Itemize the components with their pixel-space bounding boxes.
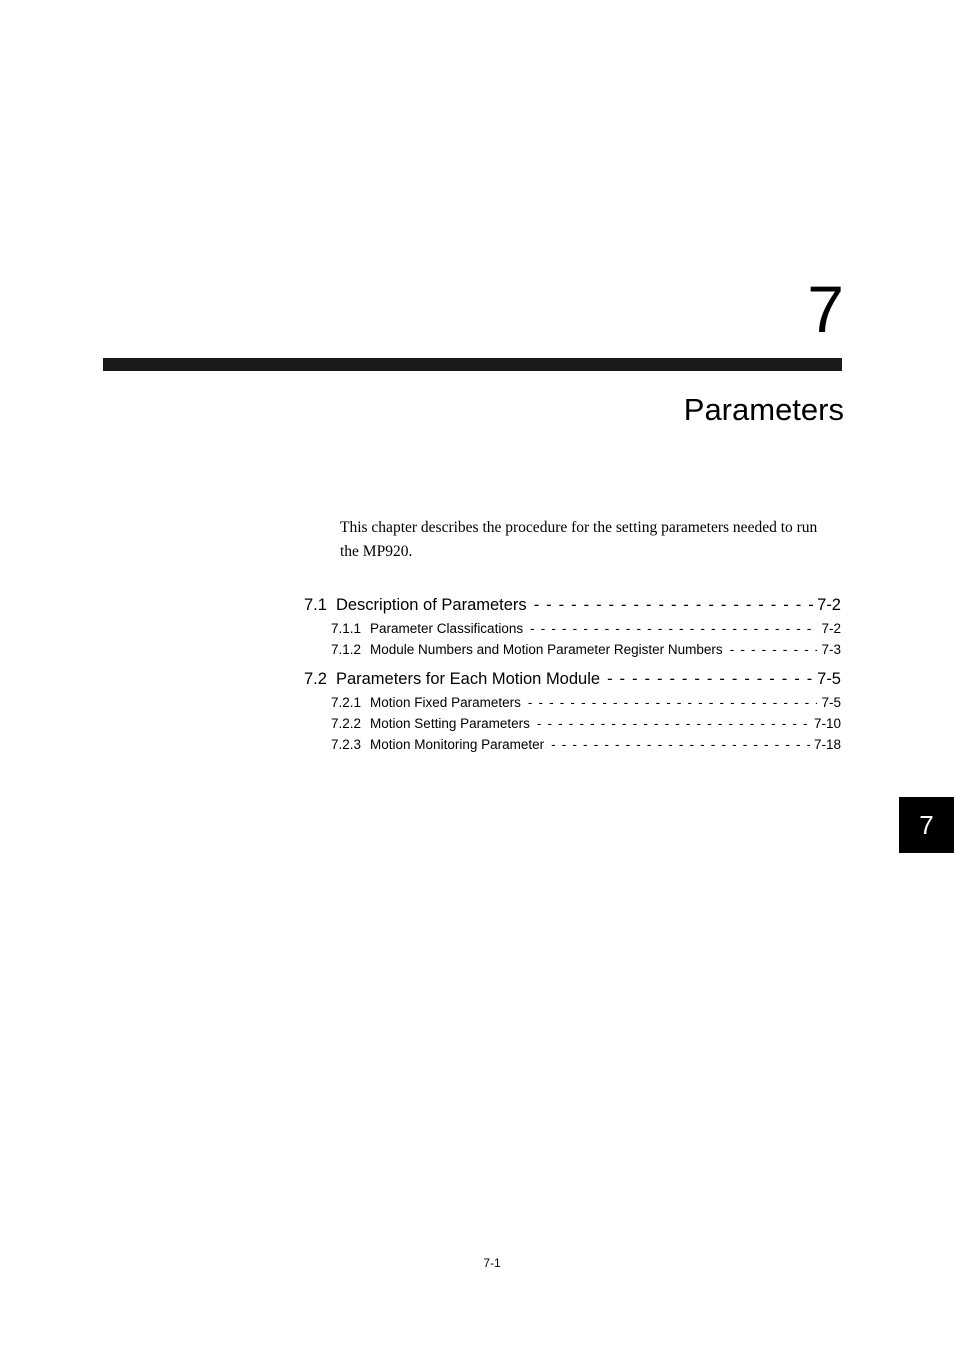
toc-leader (528, 692, 818, 713)
toc-page: 7-2 (821, 621, 841, 636)
toc-title: Motion Fixed Parameters (370, 695, 521, 710)
toc-number: 7.2 (304, 670, 327, 688)
toc-title: Motion Monitoring Parameter (370, 737, 545, 752)
toc-page: 7-18 (813, 737, 841, 752)
toc-page: 7-5 (817, 670, 841, 688)
toc-number: 7.2.1 (331, 695, 362, 710)
toc-entry-7-2[interactable] (304, 666, 841, 692)
toc-entry-7-2-2[interactable] (304, 713, 841, 734)
toc-number: 7.1.1 (331, 621, 362, 636)
toc-number: 7.2.3 (331, 737, 362, 752)
table-of-contents (304, 592, 841, 755)
toc-page: 7-2 (817, 596, 841, 614)
toc-number: 7.2.2 (331, 716, 362, 731)
toc-leader (551, 734, 810, 755)
toc-title: Module Numbers and Motion Parameter Register Numbers (370, 642, 723, 657)
toc-leader (730, 639, 818, 660)
toc-title: Motion Setting Parameters (370, 716, 530, 731)
chapter-title: Parameters (683, 392, 844, 427)
toc-title: Parameters for Each Motion Module (335, 670, 601, 688)
toc-leader (537, 713, 810, 734)
toc-page: 7-10 (813, 716, 841, 731)
side-tab-label: 7 (919, 809, 934, 840)
chapter-number: 7 (807, 272, 844, 346)
chapter-intro: This chapter describes the procedure for the setting parameters needed to run the MP920. (340, 519, 818, 560)
toc-number: 7.1 (304, 596, 327, 614)
toc-entry-7-1[interactable] (304, 592, 841, 618)
chapter-side-tab (899, 797, 954, 853)
toc-leader (530, 618, 817, 639)
toc-title: Parameter Classifications (370, 621, 524, 636)
chapter-rule (103, 358, 842, 371)
toc-leader (607, 666, 813, 692)
toc-entry-7-1-1[interactable] (304, 618, 841, 639)
page-number: 7-1 (483, 1256, 501, 1270)
toc-entry-7-2-3[interactable] (304, 734, 841, 755)
toc-entry-7-1-2[interactable] (304, 639, 841, 660)
toc-page: 7-3 (821, 642, 841, 657)
toc-page: 7-5 (821, 695, 841, 710)
toc-leader (534, 592, 813, 618)
toc-number: 7.1.2 (331, 642, 362, 657)
toc-entry-7-2-1[interactable] (304, 692, 841, 713)
toc-title: Description of Parameters (335, 596, 527, 614)
